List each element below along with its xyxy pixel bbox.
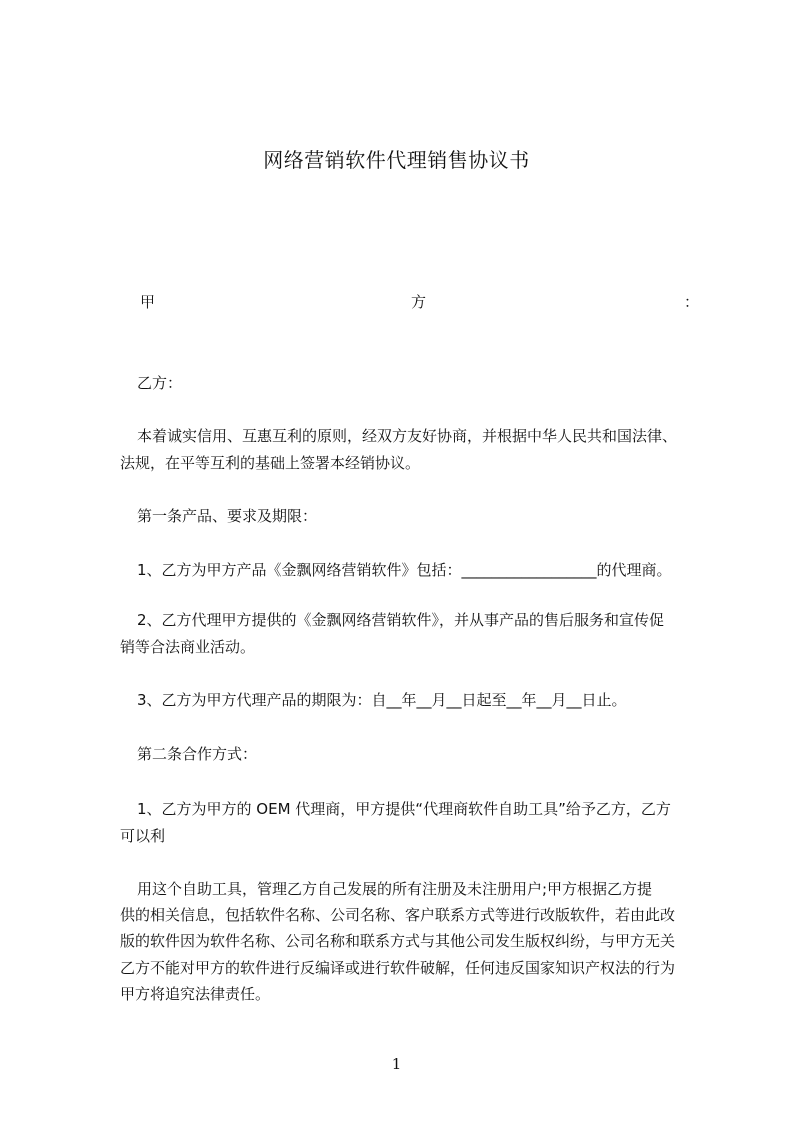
preamble-line-1: 本着诚实信用、互惠互利的原则，经双方友好协商，并根据中华人民共和国法律、 — [137, 427, 678, 445]
article2-cont-line-4: 乙方不能对甲方的软件进行反编译或进行软件破解，任何违反国家知识产权法的行为 — [120, 959, 676, 977]
article1-heading: 第一条产品、要求及期限： — [137, 507, 318, 525]
article1-item2-line-1: 2、乙方代理甲方提供的《金飘网络营销软件》，并从事产品的售后服务和宣传促 — [137, 611, 665, 629]
article1-item3: 3、乙方为甲方代理产品的期限为：自__年__月__日起至__年__月__日止。 — [137, 691, 627, 709]
article2-cont-line-1: 用这个自助工具，管理乙方自己发展的所有注册及未注册用户;甲方根据乙方提 — [137, 880, 653, 898]
document-title: 网络营销软件代理销售协议书 — [263, 148, 530, 172]
article2-cont-line-2: 供的相关信息，包括软件名称、公司名称、客户联系方式等进行改版软件，若由此改 — [120, 906, 676, 924]
party-a-colon: ： — [684, 293, 700, 311]
article2-item1-line-1: 1、乙方为甲方的 OEM 代理商，甲方提供“代理商软件自助工具”给予乙方，乙方 — [137, 800, 671, 818]
party-a-char2: 方 — [411, 293, 427, 311]
party-b-label: 乙方： — [137, 374, 183, 392]
preamble-line-2: 法规，在平等互利的基础上签署本经销协议。 — [120, 454, 421, 472]
article2-cont-line-3: 版的软件因为软件名称、公司名称和联系方式与其他公司发生版权纠纷，与甲方无关 — [120, 932, 676, 950]
article1-item1: 1、乙方为甲方产品《金飘网络营销软件》包括：__________________的代理商。 — [137, 561, 672, 579]
article2-cont-line-5: 甲方将追究法律责任。 — [120, 985, 271, 1003]
page-number: 1 — [391, 1055, 402, 1073]
article1-item2-line-2: 销等合法商业活动。 — [120, 638, 256, 656]
article2-heading: 第二条合作方式： — [137, 745, 258, 763]
article2-item1-line-2: 可以利 — [120, 827, 166, 845]
party-a-char1: 甲 — [140, 293, 156, 311]
